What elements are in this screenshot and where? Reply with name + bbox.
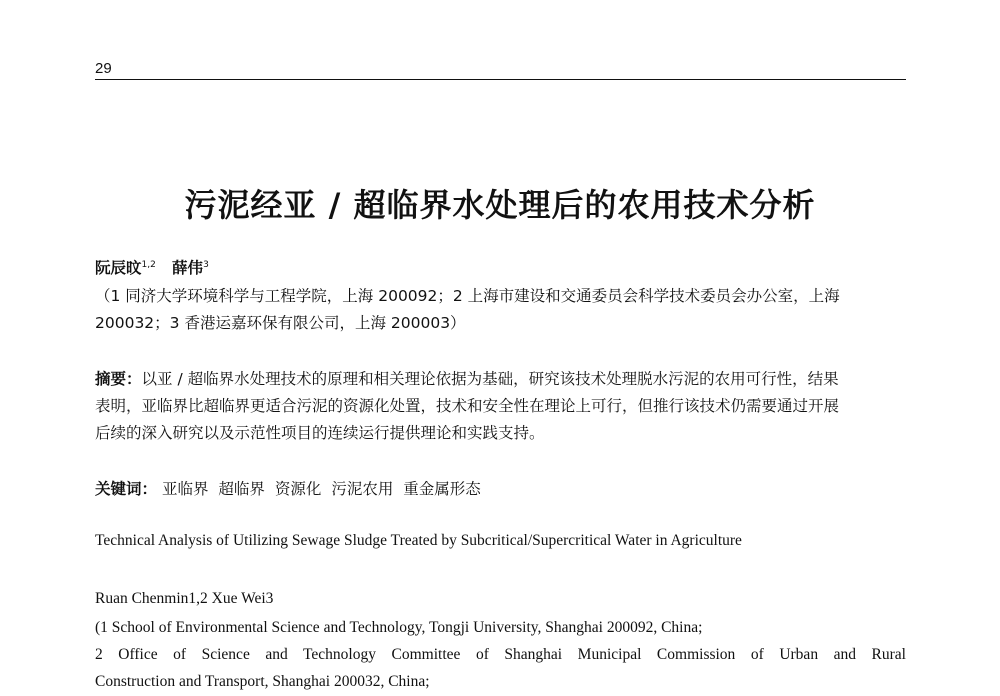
abstract-cn <box>95 366 906 447</box>
author-2-affil-mark: 3 <box>203 259 209 270</box>
abstract-label: 摘要： <box>95 370 142 388</box>
author-2-name: 薛伟 <box>172 259 204 277</box>
abstract-text: 以亚 / 超临界水处理技术的原理和相关理论依据为基础，研究该技术处理脱水污泥的农用可行性，结果 <box>141 370 839 388</box>
keywords-cn <box>95 477 906 499</box>
header-rule <box>95 79 906 80</box>
page-number: 29 <box>95 60 112 77</box>
paper-title-cn: 污泥经亚 / 超临界水处理后的农用技术分析 <box>184 186 816 224</box>
keyword: 资源化 <box>274 480 322 498</box>
keyword: 污泥农用 <box>331 480 394 498</box>
paper-title-en: Technical Analysis of Utilizing Sewage Sludge Treated by Subcritical/Supercritical Water in Agriculture <box>95 532 742 549</box>
abstract-line <box>95 366 906 393</box>
author-1-name: 阮辰旼 <box>95 259 142 277</box>
keyword: 亚临界 <box>161 480 209 498</box>
abstract-line: 后续的深入研究以及示范性项目的连续运行提供理论和实践支持。 <box>95 424 545 442</box>
affiliation-en-line: Construction and Transport, Shanghai 200032, China; <box>95 673 430 690</box>
affiliation-cn-line: （1 同济大学环境科学与工程学院，上海 200092；2 上海市建设和交通委员会科学技术委员会办公室，上海 <box>95 287 840 305</box>
affiliations-cn <box>95 283 906 337</box>
author-1-affil-mark: 1,2 <box>141 259 156 270</box>
authors-en: Ruan Chenmin1,2 Xue Wei3 <box>95 590 274 607</box>
keyword: 重金属形态 <box>403 480 481 498</box>
abstract-line: 表明，亚临界比超临界更适合污泥的资源化处置，技术和安全性在理论上可行，但推行该技术仍需要通过开展 <box>95 397 840 415</box>
keywords-label: 关键词： <box>95 480 158 498</box>
affiliation-cn-line: 200032；3 香港运嘉环保有限公司，上海 200003） <box>95 314 466 332</box>
keyword: 超临界 <box>218 480 265 498</box>
authors-cn <box>95 256 906 278</box>
affiliations-en <box>95 614 906 695</box>
affiliation-en-line: 2 Office of Science and Technology Committee of Shanghai Municipal Commission of Urban and Rural <box>95 646 906 663</box>
affiliation-en-line: (1 School of Environmental Science and Technology, Tongji University, Shanghai 200092, China; <box>95 619 703 636</box>
